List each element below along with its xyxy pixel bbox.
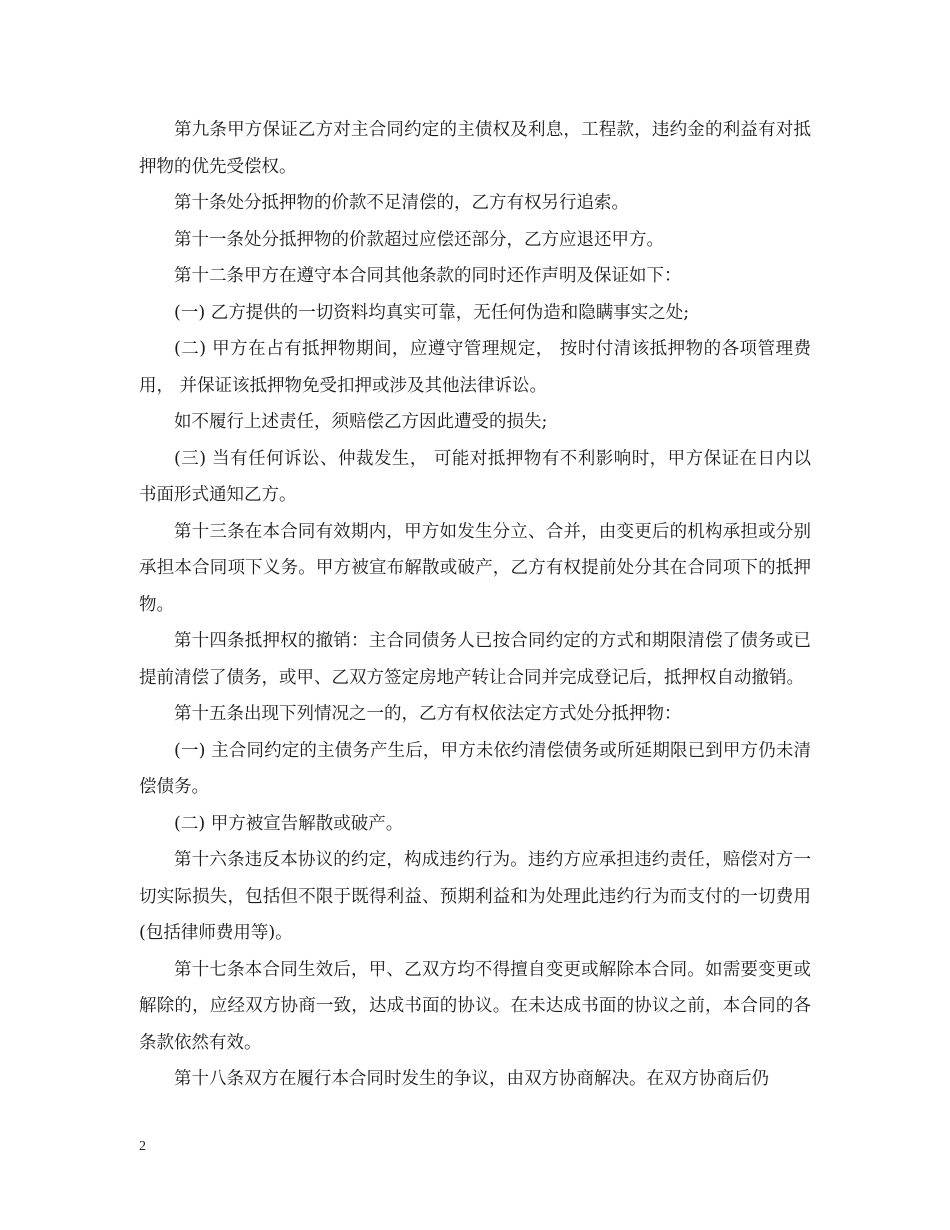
paragraph-article-13: 第十三条在本合同有效期内，甲方如发生分立、合并，由变更后的机构承担或分别承担本合同项下义务。甲方被宣布解散或破产，乙方有权提前处分其在合同项下的抵押物。 — [139, 521, 811, 615]
paragraph-article-10: 第十条处分抵押物的价款不足清偿的，乙方有权另行追索。 — [174, 193, 629, 213]
paragraph-article-12-item-2: (二) 甲方在占有抵押物期间，应遵守管理规定， 按时付清该抵押物的各项管理费用， 并保证该抵押物免受扣押或涉及其他法律诉讼。 — [139, 339, 811, 396]
contract-body — [139, 112, 811, 1098]
paragraph-article-12: 第十二条甲方在遵守本合同其他条款的同时还作声明及保证如下： — [174, 266, 682, 286]
page-number: 2 — [139, 1139, 146, 1154]
paragraph-article-15-item-2: (二) 甲方被宣告解散或破产。 — [174, 813, 404, 834]
paragraph-article-12-item-3: (三) 当有任何诉讼、仲裁发生， 可能对抵押物有不利影响时，甲方保证在日内以书面形式通知乙方。 — [139, 448, 811, 505]
paragraph-article-18: 第十八条双方在履行本合同时发生的争议，由双方协商解决。在双方协商后仍 — [174, 1069, 769, 1089]
paragraph-article-15-item-1: (一) 主合同约定的主债务产生后，甲方未依约清偿债务或所延期限已到甲方仍未清偿债务。 — [139, 740, 811, 797]
paragraph-article-17: 第十七条本合同生效后，甲、乙双方均不得擅自变更或解除本合同。如需要变更或解除的，应经双方协商一致，达成书面的协议。在未达成书面的协议之前，本合同的各条款依然有效。 — [139, 959, 811, 1053]
paragraph-article-12-liability: 如不履行上述责任，须赔偿乙方因此遭受的损失; — [174, 412, 548, 432]
paragraph-article-15: 第十五条出现下列情况之一的，乙方有权依法定方式处分抵押物： — [174, 704, 682, 724]
paragraph-article-11: 第十一条处分抵押物的价款超过应偿还部分，乙方应退还甲方。 — [174, 229, 664, 250]
paragraph-article-14: 第十四条抵押权的撤销：主合同债务人已按合同约定的方式和期限清偿了债务或已提前清偿了债务，或甲、乙双方签定房地产转让合同并完成登记后，抵押权自动撤销。 — [139, 631, 811, 688]
paragraph-article-16: 第十六条违反本协议的约定，构成违约行为。违约方应承担违约责任，赔偿对方一切实际损失，包括但不限于既得利益、预期利益和为处理此违约行为而支付的一切费用(包括律师费用等)。 — [139, 850, 811, 943]
paragraph-article-12-item-1: (一) 乙方提供的一切资料均真实可靠，无任何伪造和隐瞒事实之处; — [174, 302, 690, 323]
paragraph-article-9: 第九条甲方保证乙方对主合同约定的主债权及利息，工程款，违约金的利益有对抵押物的优先受偿权。 — [139, 120, 811, 177]
